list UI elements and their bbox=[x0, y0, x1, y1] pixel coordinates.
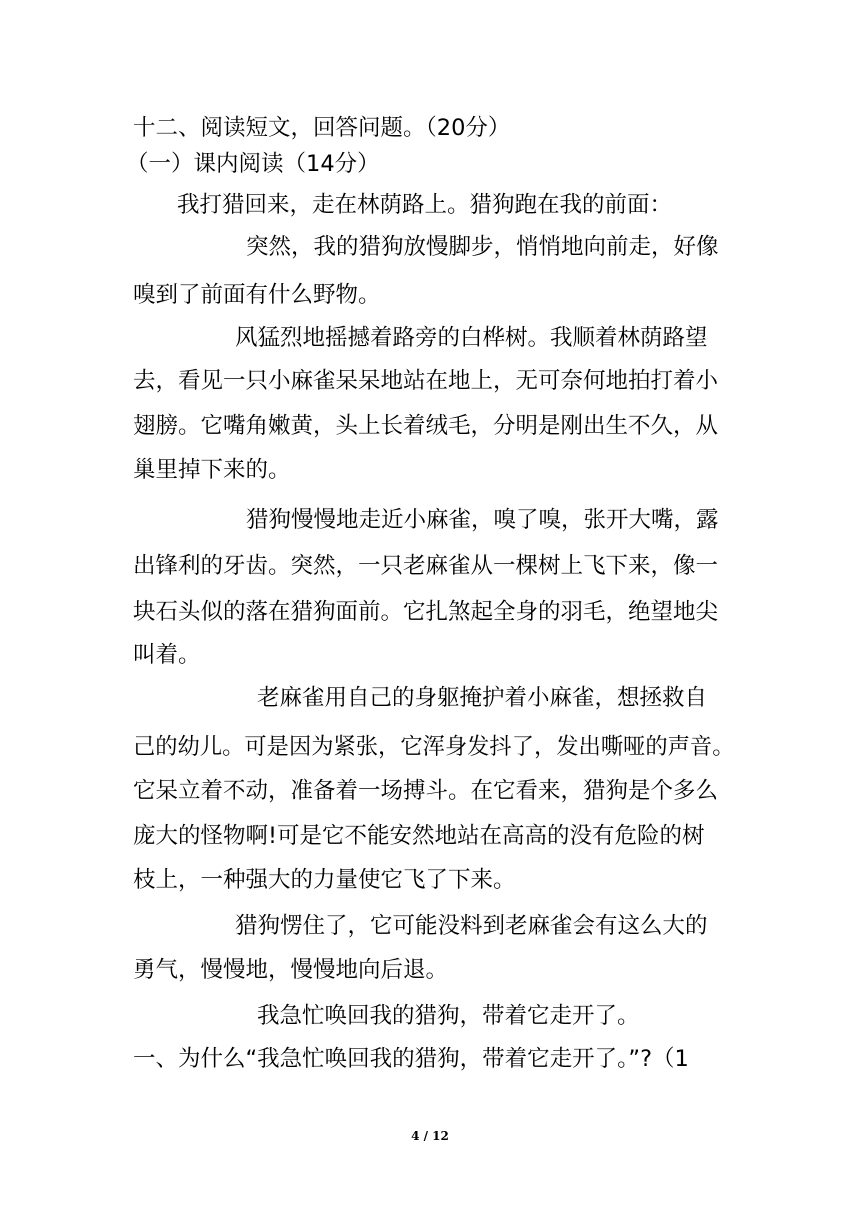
paragraph-4-line: 叫着。 bbox=[133, 642, 201, 668]
paragraph-2-line: 突然，我的猎狗放慢脚步，悄悄地向前走，好像 bbox=[246, 234, 719, 260]
paragraph-4-line: 猎狗慢慢地走近小麻雀，嗅了嗅，张开大嘴，露 bbox=[246, 507, 719, 533]
paragraph-3-line: 风猛烈地摇撼着路旁的白桦树。我顺着林荫路望 bbox=[235, 325, 708, 351]
paragraph-7-line: 我急忙唤回我的猎狗，带着它走开了。 bbox=[257, 1003, 640, 1029]
paragraph-5-line: 老麻雀用自己的身躯掩护着小麻雀，想拯救自 bbox=[257, 685, 708, 711]
paragraph-5-line: 枝上，一种强大的力量使它飞了下来。 bbox=[133, 867, 516, 893]
subsection-heading: （一）课内阅读（14分） bbox=[126, 151, 380, 177]
question-1: 一、为什么“我急忙唤回我的猎狗，带着它走开了。”?（1 bbox=[133, 1046, 689, 1072]
paragraph-4-line: 块石头似的落在猎狗面前。它扎煞起全身的羽毛，绝望地尖 bbox=[133, 599, 719, 625]
paragraph-6-line: 勇气，慢慢地，慢慢地向后退。 bbox=[133, 957, 449, 983]
section-heading: 十二、阅读短文，回答问题。（20分） bbox=[133, 115, 511, 141]
paragraph-6-line: 猎狗愣住了，它可能没料到老麻雀会有这么大的 bbox=[235, 913, 708, 939]
page-number: 4 / 12 bbox=[411, 1129, 449, 1143]
paragraph-5-line: 庞大的怪物啊!可是它不能安然地站在高高的没有危险的树 bbox=[133, 823, 705, 849]
paragraph-5-line: 它呆立着不动，准备着一场搏斗。在它看来，猎狗是个多么 bbox=[133, 778, 719, 804]
paragraph-2-line: 嗅到了前面有什么野物。 bbox=[133, 282, 381, 308]
paragraph-3-line: 翅膀。它嘴角嫩黄，头上长着绒毛，分明是刚出生不久，从 bbox=[133, 413, 719, 439]
paragraph-3-line: 去，看见一只小麻雀呆呆地站在地上，无可奈何地拍打着小 bbox=[133, 368, 719, 394]
paragraph-3-line: 巢里掉下来的。 bbox=[133, 457, 291, 483]
paragraph-4-line: 出锋利的牙齿。突然，一只老麻雀从一棵树上飞下来，像一 bbox=[133, 553, 719, 579]
paragraph-5-line: 己的幼儿。可是因为紧张，它浑身发抖了，发出嘶哑的声音。 bbox=[133, 734, 735, 760]
paragraph-1-line: 我打猎回来，走在林荫路上。猎狗跑在我的前面： bbox=[177, 192, 673, 218]
